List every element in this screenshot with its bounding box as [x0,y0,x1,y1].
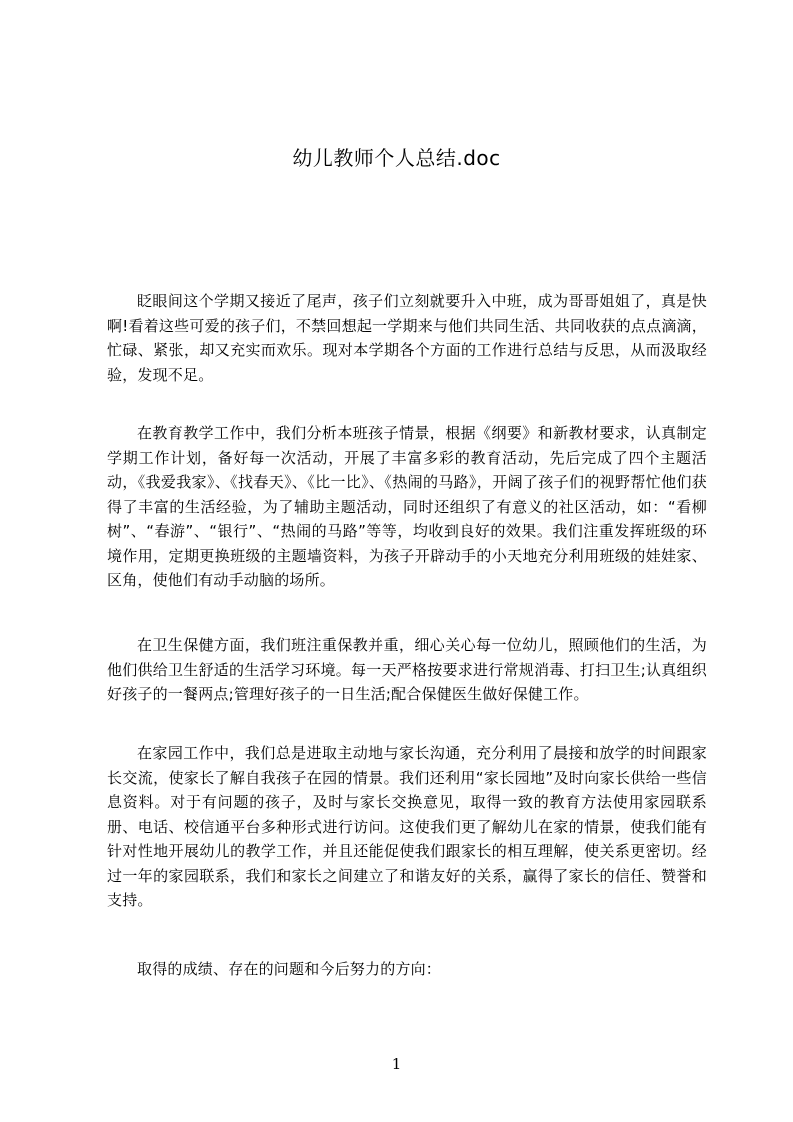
paragraph-text: 在家园工作中，我们总是进取主动地与家长沟通，充分利用了晨接和放学的时间跟家长交流，使家长了解自我孩子在园的情景。我们还利用“家长园地”及时向家长供给一些信息资料。对于有问题的孩子，及时与家长交换意见，取得一致的教育方法使用家园联系册、电话、校信通平台多种形式进行访问。这使我们更了解幼儿在家的情景，使我们能有针对性地开展幼儿的教学工作，并且还能促使我们跟家长的相互理解，使关系更密切。经过一年的家园联系，我们和家长之间建立了和谐友好的关系，赢得了家长的信任、赞誉和支持。 [107,744,707,909]
paragraph-text: 眨眼间这个学期又接近了尾声，孩子们立刻就要升入中班，成为哥哥姐姐了，真是快啊!看着这些可爱的孩子们，不禁回想起一学期来与他们共同生活、共同收获的点点滴滴，忙碌、紧张，却又充实而欢乐。现对本学期各个方面的工作进行总结与反思，从而汲取经验，发现不足。 [107,292,707,384]
page-title: 幼儿教师个人总结.doc [292,146,501,170]
paragraph-achievements [107,957,707,982]
page-number: 1 [391,1055,402,1073]
paragraph-home-school [107,741,707,913]
paragraph-text: 取得的成绩、存在的问题和今后努力的方向： [137,960,442,978]
paragraph-text: 在教育教学工作中，我们分析本班孩子情景，根据《纲要》和新教材要求，认真制定学期工作计划，备好每一次活动，开展了丰富多彩的教育活动，先后完成了四个主题活动，《我爱我家》、《找春天》、《比一比》、《热闹的马路》，开阔了孩子们的视野帮忙他们获得了丰富的生活经验，为了辅助主题活动，同时还组织了有意义的社区活动，如：“看柳树”、“春游”、“银行”、“热闹的马路”等等，均收到良好的效果。我们注重发挥班级的环境作用，定期更换班级的主题墙资料，为孩子开辟动手的小天地充分利用班级的娃娃家、区角，使他们有动手动脑的场所。 [107,424,707,589]
paragraph-intro [107,289,707,387]
paragraph-text: 在卫生保健方面，我们班注重保教并重，细心关心每一位幼儿，照顾他们的生活，为他们供给卫生舒适的生活学习环境。每一天严格按要求进行常规消毒、打扫卫生;认真组织好孩子的一餐两点;管理好孩子的一日生活;配合保健医生做好保健工作。 [107,636,707,703]
paragraph-teaching [107,421,707,593]
paragraph-health [107,633,707,707]
